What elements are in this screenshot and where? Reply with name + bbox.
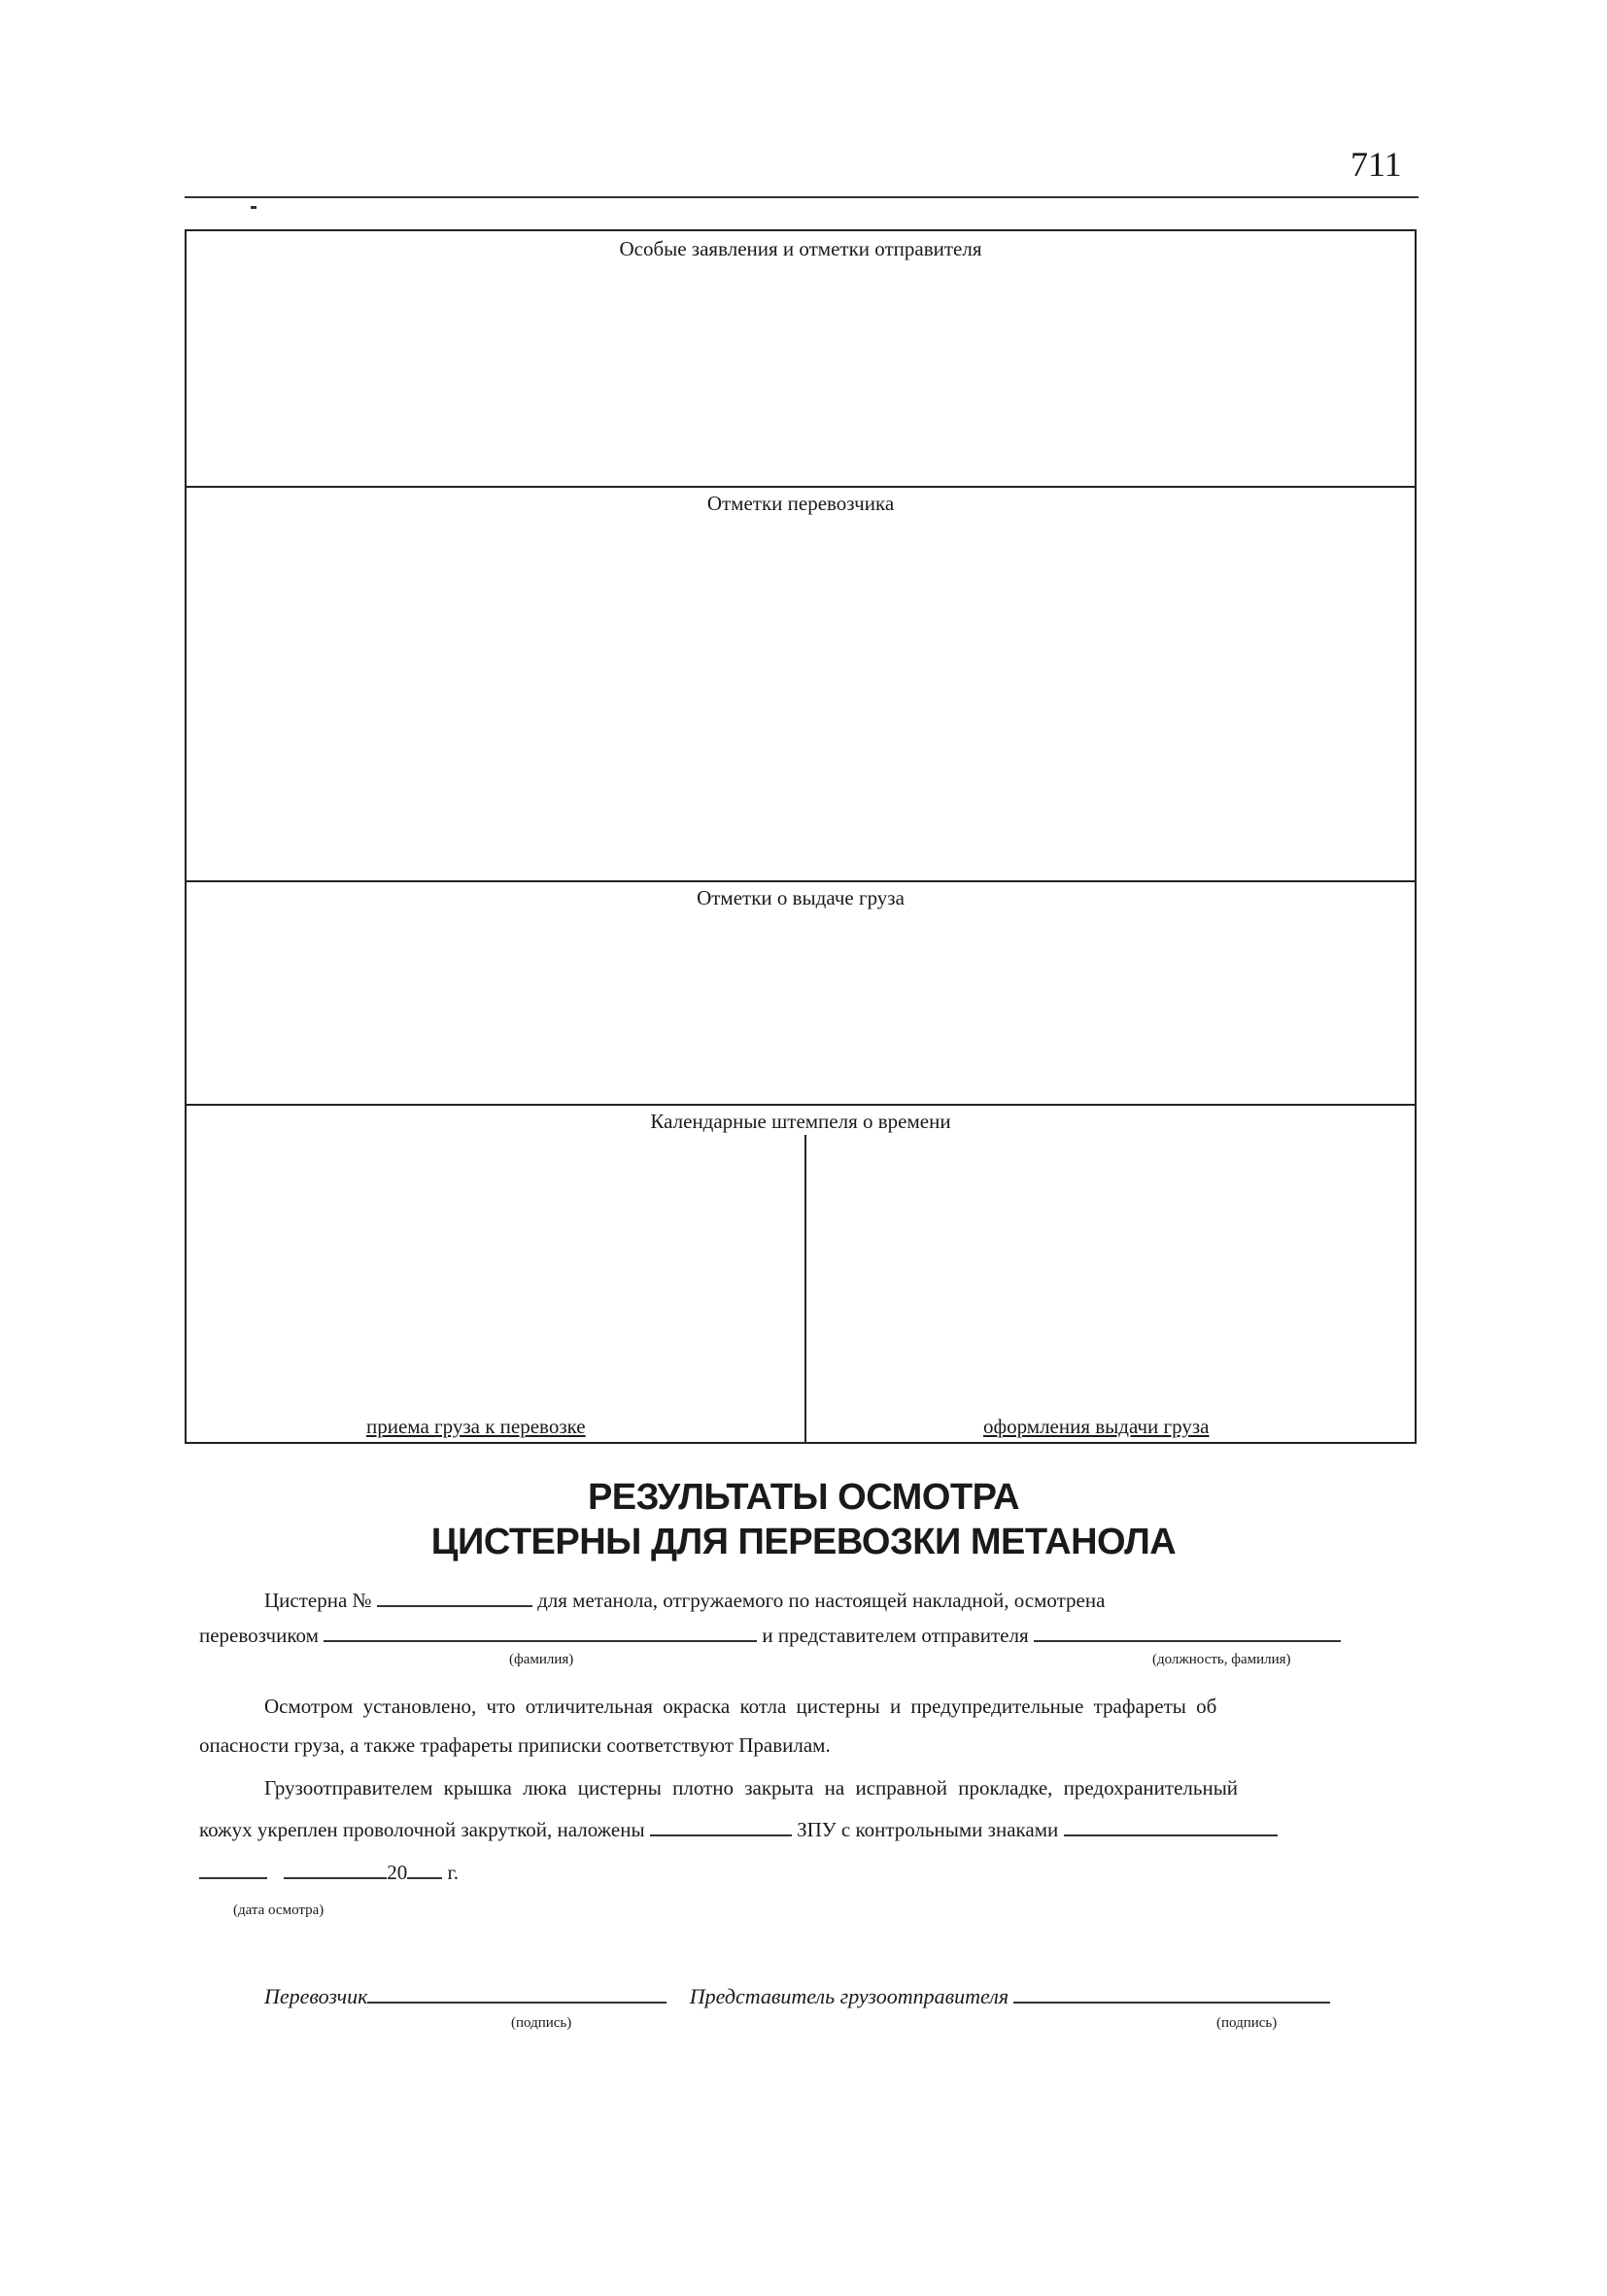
heading-line-1: РЕЗУЛЬТАТЫ ОСМОТРА bbox=[587, 1477, 1020, 1518]
top-rule bbox=[185, 196, 1419, 198]
carrier-surname-field[interactable] bbox=[324, 1621, 757, 1642]
seal-count-field[interactable] bbox=[650, 1815, 792, 1836]
stamp-label-delivery: оформления выдачи груза bbox=[983, 1415, 1210, 1438]
caption-surname: (фамилия) bbox=[509, 1652, 574, 1667]
row-divider bbox=[187, 1104, 1415, 1106]
carrier-label: перевозчиком bbox=[199, 1624, 319, 1647]
sender-rep-field[interactable] bbox=[1034, 1621, 1341, 1642]
row-divider bbox=[187, 486, 1415, 488]
row-divider bbox=[187, 880, 1415, 882]
shipper-signature-field[interactable] bbox=[1013, 1982, 1330, 2004]
date-line bbox=[199, 1858, 459, 1885]
carrier-signature-label: Перевозчик bbox=[264, 1984, 368, 2008]
shipper-signature-label: Представитель грузоотправителя bbox=[689, 1984, 1009, 2008]
section-label-carrier-notes: Отметки перевозчика bbox=[706, 492, 895, 515]
waybill-form-table bbox=[185, 229, 1417, 1444]
caption-shipper-signature: (подпись) bbox=[1216, 2015, 1278, 2031]
caption-carrier-signature: (подпись) bbox=[511, 2015, 572, 2031]
paragraph-1-line-1 bbox=[264, 1586, 1105, 1613]
caption-inspection-date: (дата осмотра) bbox=[233, 1902, 325, 1918]
section-label-calendar-stamps: Календарные штемпеля о времени bbox=[650, 1110, 951, 1133]
section-label-sender-notes: Особые заявления и отметки отправителя bbox=[619, 237, 982, 260]
date-year-prefix: 20 bbox=[387, 1861, 408, 1884]
seal-text: кожух укреплен проволочной закруткой, наложены bbox=[199, 1818, 645, 1841]
section-label-delivery-notes: Отметки о выдаче груза bbox=[697, 886, 905, 909]
paragraph-3-line-2 bbox=[199, 1815, 1278, 1842]
paragraph-3-line-1: Грузоотправителем крышка люка цистерны плотно закрыта на исправной прокладке, предохранительный bbox=[264, 1776, 1239, 1799]
paragraph-2-line-1: Осмотром установлено, что отличительная окраска котла цистерны и предупредительные трафареты об bbox=[264, 1695, 1217, 1718]
sender-rep-label: и представителем отправителя bbox=[762, 1624, 1029, 1647]
caption-position-surname: (должность, фамилия) bbox=[1152, 1652, 1291, 1667]
scan-mark bbox=[251, 206, 256, 209]
date-day-field[interactable] bbox=[199, 1858, 267, 1879]
control-marks-field[interactable] bbox=[1064, 1815, 1278, 1836]
heading-line-2: ЦИСТЕРНЫ ДЛЯ ПЕРЕВОЗКИ МЕТАНОЛА bbox=[430, 1522, 1177, 1562]
tank-number-field[interactable] bbox=[377, 1586, 532, 1607]
date-month-field[interactable] bbox=[284, 1858, 387, 1879]
paragraph-1-line-2 bbox=[199, 1621, 1341, 1648]
carrier-signature-field[interactable] bbox=[367, 1982, 667, 2004]
zpu-text: ЗПУ с контрольными знаками bbox=[797, 1818, 1059, 1841]
page-number: 711 bbox=[1351, 145, 1402, 184]
date-suffix: г. bbox=[447, 1861, 459, 1884]
signature-line bbox=[264, 1982, 1330, 2009]
paragraph-2-line-2: опасности груза, а также трафареты приписки соответствуют Правилам. bbox=[199, 1733, 831, 1757]
stamp-label-acceptance: приема груза к перевозке bbox=[366, 1415, 586, 1438]
tank-number-label: Цистерна № bbox=[264, 1589, 372, 1612]
stamp-column-divider bbox=[804, 1135, 806, 1444]
tank-purpose-text: для метанола, отгружаемого по настоящей накладной, осмотрена bbox=[537, 1589, 1106, 1612]
date-year-field[interactable] bbox=[407, 1858, 442, 1879]
